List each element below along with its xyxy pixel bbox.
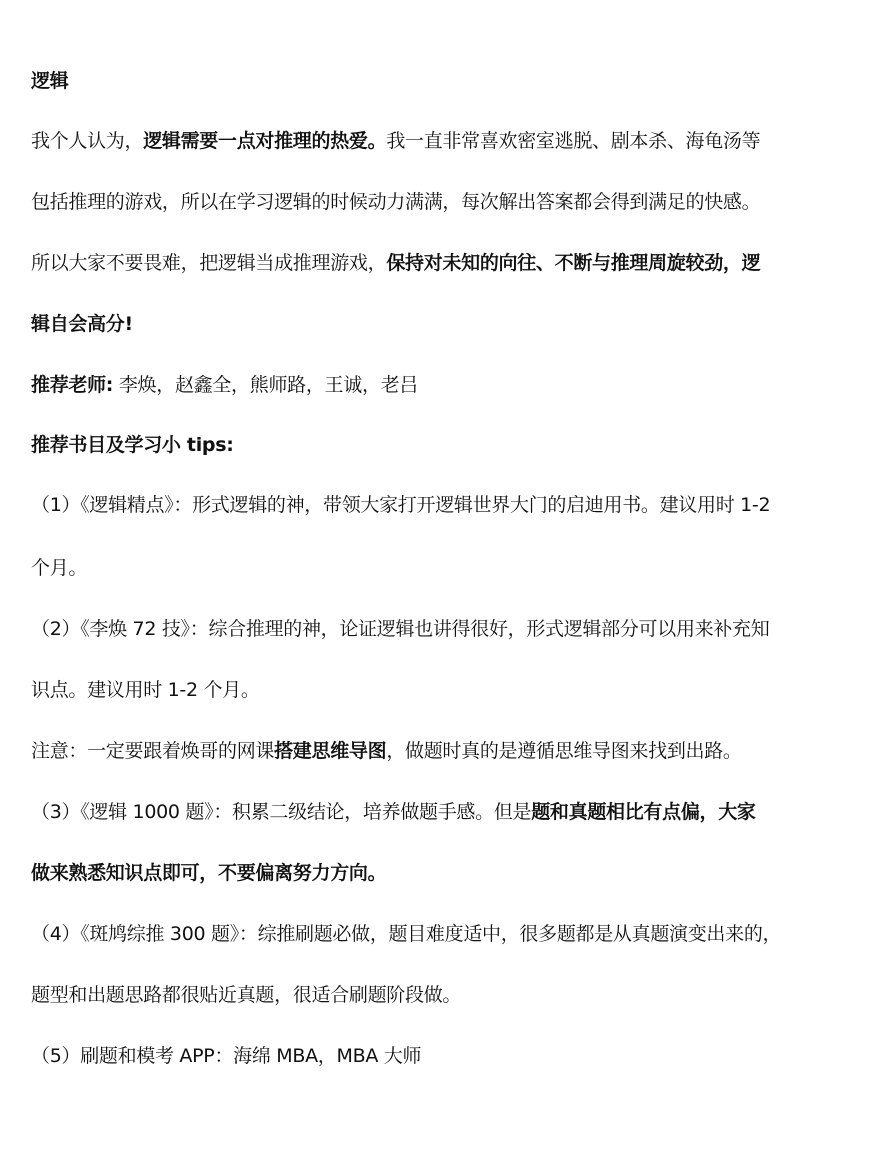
- intro-text: 所以大家不要畏难，把逻辑当成推理游戏，: [31, 252, 387, 274]
- book-2-line-1: （2）《李焕 72 技》：综合推理的神，论证逻辑也讲得很好，形式逻辑部分可以用来补充知: [31, 618, 770, 640]
- intro-line-1: [31, 128, 760, 154]
- teachers-label: 推荐老师:: [31, 374, 114, 396]
- book-3-line-2: 做来熟悉知识点即可，不要偏离努力方向。: [31, 862, 387, 884]
- books-heading: 推荐书目及学习小 tips:: [31, 434, 234, 456]
- section-title: 逻辑: [31, 70, 69, 92]
- teachers-line: [31, 372, 418, 398]
- book-4-line-2: 题型和出题思路都很贴近真题，很适合刷题阶段做。: [31, 984, 462, 1006]
- intro-bold: 逻辑需要一点对推理的热爱。: [143, 130, 387, 152]
- intro-line-3: [31, 250, 760, 276]
- note-text: ，做题时真的是遵循思维导图来找到出路。: [386, 740, 742, 762]
- note-line: [31, 738, 742, 764]
- intro-bold: 保持对未知的向往、不断与推理周旋较劲，逻: [386, 252, 761, 274]
- book-2-line-2: 识点。建议用时 1-2 个月。: [31, 679, 260, 701]
- intro-text: 我一直非常喜欢密室逃脱、剧本杀、海龟汤等: [386, 130, 761, 152]
- book-3-bold: 题和真题相比有点偏，大家: [531, 801, 756, 823]
- intro-text: 我个人认为，: [31, 130, 144, 152]
- book-5-line: （5）刷题和模考 APP：海绵 MBA，MBA 大师: [31, 1045, 422, 1067]
- note-text: 注意：一定要跟着焕哥的网课: [31, 740, 275, 762]
- book-1-line-2: 个月。: [31, 557, 88, 579]
- intro-line-4: 辑自会高分!: [31, 313, 133, 335]
- note-bold: 搭建思维导图: [274, 740, 387, 762]
- book-4-line-1: （4）《斑鸠综推 300 题》：综推刷题必做，题目难度适中，很多题都是从真题演变出来的，: [31, 923, 782, 945]
- book-1-line-1: （1）《逻辑精点》：形式逻辑的神，带领大家打开逻辑世界大门的启迪用书。建议用时 1-2: [31, 494, 771, 516]
- teachers-names: 李焕，赵鑫全，熊师路，王诚，老吕: [118, 374, 419, 396]
- book-3-text: （3）《逻辑 1000 题》：积累二级结论，培养做题手感。但是: [31, 801, 532, 823]
- book-3-line-1: [31, 799, 756, 825]
- intro-line-2: 包括推理的游戏，所以在学习逻辑的时候动力满满，每次解出答案都会得到满足的快感。: [31, 191, 761, 213]
